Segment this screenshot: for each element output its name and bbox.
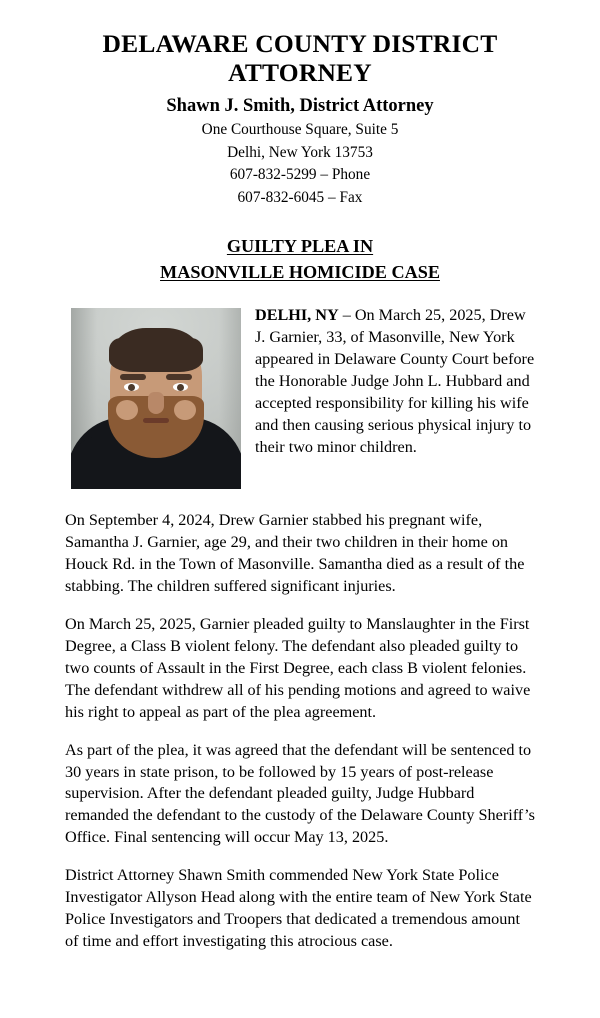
paragraph: District Attorney Shawn Smith commended New York State Police Investigator Allyson Head along with the entire team of New York State Police Investigators and Troopers that dedicated a tremendous amount of time and effort investigating this atrocious case. — [65, 866, 532, 951]
address-city-state-zip: Delhi, New York 13753 — [227, 143, 373, 161]
headline-line-1: GUILTY PLEA IN — [226, 236, 374, 257]
subject-eyebrow-right — [166, 374, 192, 380]
lead-block — [65, 305, 535, 494]
subject-temple-left — [109, 338, 129, 368]
document-body — [65, 286, 535, 953]
paragraph-stack — [65, 510, 535, 953]
subject-eye-right — [173, 383, 188, 391]
mugshot-photo — [71, 308, 241, 489]
address-street: One Courthouse Square, Suite 5 — [201, 121, 399, 139]
paragraph: On March 25, 2025, Garnier pleaded guilty to Manslaughter in the First Degree, a Class B violent felony. The defendant also pleaded guilty to two counts of Assault in the First Degree, each class B violent felonies. The defendant withdrew all of his pending motions and agreed to waive his right to appeal as part of the plea agreement. — [65, 614, 531, 721]
paragraph: On September 4, 2024, Drew Garnier stabbed his pregnant wife, Samantha J. Garnier, age 29, and their two children in their home on Houck Rd. in the Town of Masonville. Samantha died as a result of the stabbing. The children suffered significant injuries. — [65, 510, 525, 595]
subject-cheek-left — [116, 400, 138, 420]
subject-mouth — [143, 418, 169, 423]
subject-nose — [148, 392, 164, 414]
subject-temple-right — [183, 338, 203, 368]
phone-number: 607-832-5299 – Phone — [229, 166, 371, 184]
lead-paragraph-text: – On March 25, 2025, Drew J. Garnier, 33, of Masonville, New York appeared in Delaware County Court before the Honorable Judge John L. Hubbard and accepted responsibility for killing his wife and then causing serious physical injury to their two minor children. — [255, 305, 535, 456]
paragraph: As part of the plea, it was agreed that the defendant will be sentenced to 30 years in state prison, to be followed by 15 years of post-release supervision. After the defendant pleaded guilty, Judge Hubbard remanded the defendant to the custody of the Delaware County Sheriff’s Office. Final sentencing will occur May 13, 2025. — [65, 740, 535, 847]
fax-number: 607-832-6045 – Fax — [237, 188, 363, 206]
organization-title: DELAWARE COUNTY DISTRICT ATTORNEY — [102, 29, 498, 87]
address-block — [0, 119, 600, 209]
subject-eyebrow-left — [120, 374, 146, 380]
headline-line-2: MASONVILLE HOMICIDE CASE — [160, 262, 440, 283]
headline — [0, 234, 600, 286]
subject-eye-left — [124, 383, 139, 391]
district-attorney-name: Shawn J. Smith, District Attorney — [166, 96, 434, 117]
dateline: DELHI, NY — [255, 305, 339, 324]
letterhead — [0, 0, 600, 209]
subject-cheek-right — [174, 400, 196, 420]
